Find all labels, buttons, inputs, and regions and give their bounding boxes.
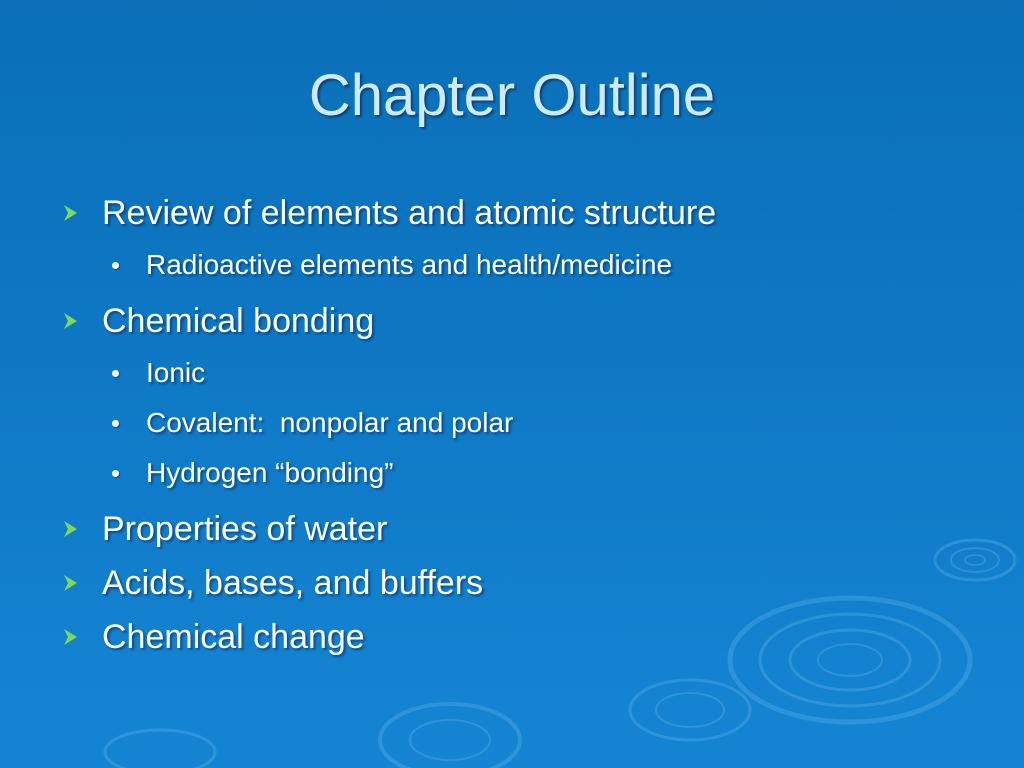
list-item-label: Chemical bonding bbox=[102, 301, 375, 340]
list-item-label: Properties of water bbox=[102, 509, 388, 548]
sub-list-item bbox=[62, 240, 1002, 290]
arrowhead-icon bbox=[62, 573, 102, 593]
list-item bbox=[62, 186, 1002, 240]
dot-icon bbox=[112, 470, 146, 477]
sub-item-label: Radioactive elements and health/medicine bbox=[146, 249, 673, 280]
sub-item-label: Covalent: nonpolar and polar bbox=[146, 407, 514, 438]
list-item-label: Acids, bases, and buffers bbox=[102, 563, 484, 602]
list-item bbox=[62, 502, 1002, 556]
arrowhead-icon bbox=[62, 627, 102, 647]
sub-list-item bbox=[62, 398, 1002, 448]
dot-icon bbox=[112, 262, 146, 269]
slide-title: Chapter Outline bbox=[308, 63, 716, 128]
dot-icon bbox=[112, 370, 146, 377]
arrowhead-icon bbox=[62, 519, 102, 539]
list-item-label: Chemical change bbox=[102, 617, 365, 656]
arrowhead-icon bbox=[62, 203, 102, 223]
sub-list-item bbox=[62, 348, 1002, 398]
list-item bbox=[62, 556, 1002, 610]
list-item bbox=[62, 610, 1002, 664]
list-item-label: Review of elements and atomic structure bbox=[102, 193, 717, 232]
sub-item-label: Ionic bbox=[146, 357, 206, 388]
arrowhead-icon bbox=[62, 311, 102, 331]
outline-list bbox=[62, 186, 1002, 664]
list-item bbox=[62, 294, 1002, 348]
sub-list-item bbox=[62, 448, 1002, 498]
sub-item-label: Hydrogen “bonding” bbox=[146, 457, 394, 488]
dot-icon bbox=[112, 420, 146, 427]
